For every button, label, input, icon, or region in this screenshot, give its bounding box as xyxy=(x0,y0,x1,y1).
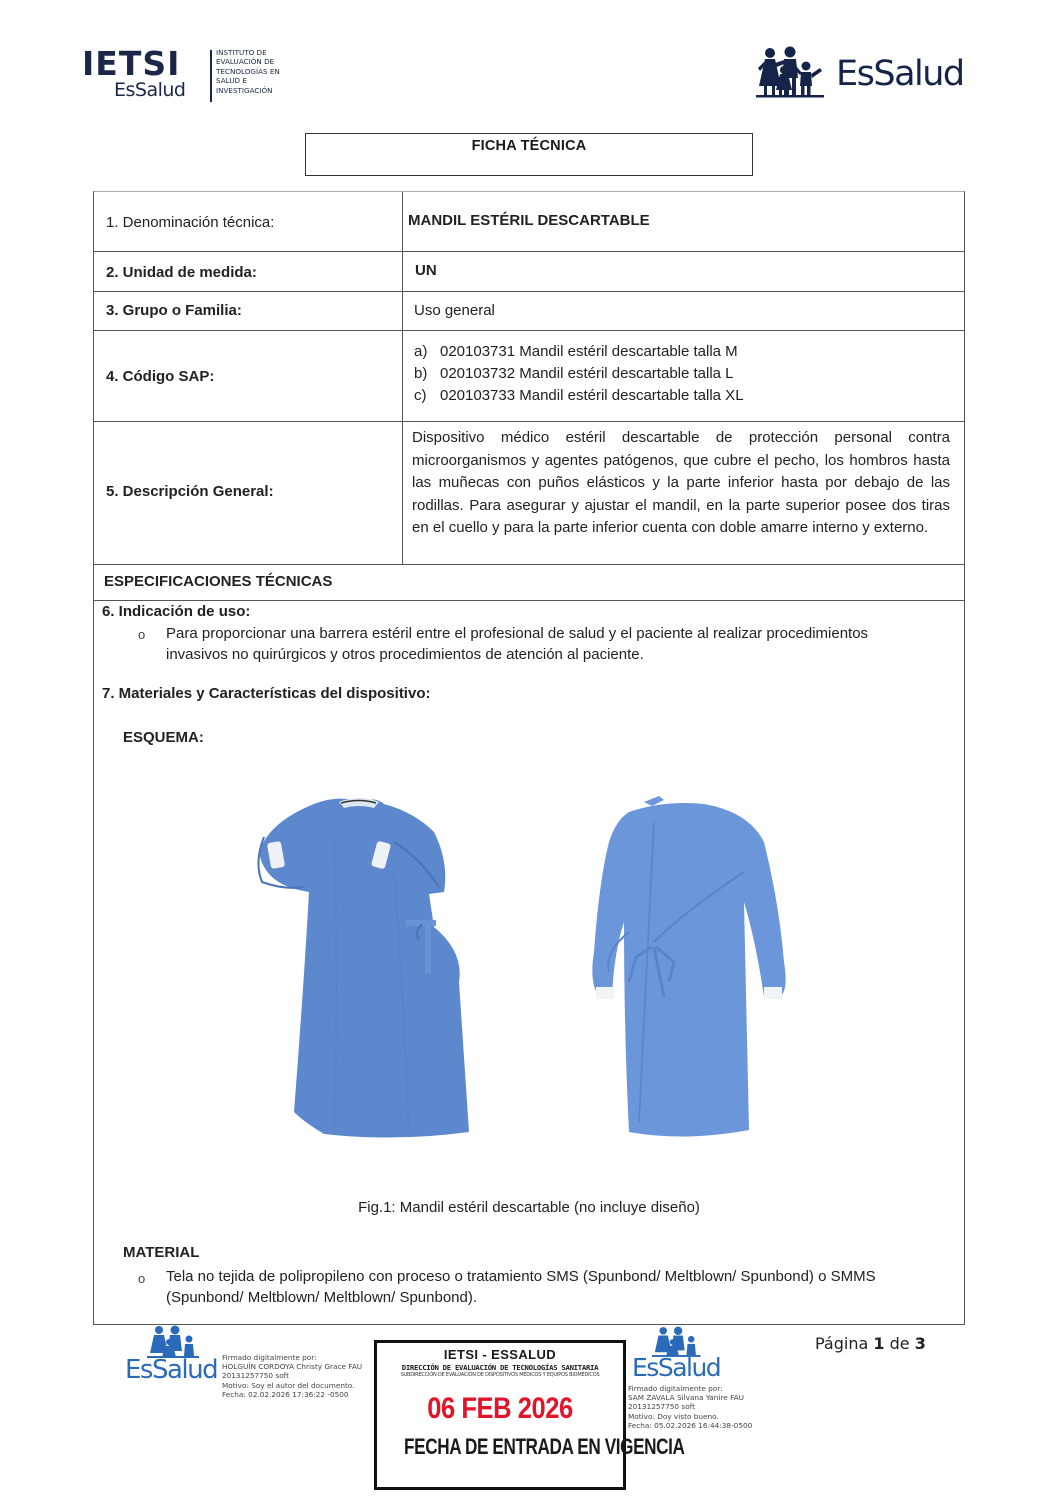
institute-line: EVALUACIÓN DE xyxy=(216,57,275,67)
sap-code-item xyxy=(414,363,744,385)
stamp-subdirection: SUBDIRECCIÓN DE EVALUACIÓN DE DISPOSITIVOS MÉDICOS Y EQUIPOS BIOMÉDICOS xyxy=(400,1372,600,1378)
indication-line: Para proporcionar una barrera estéril entre el profesional de salud y el paciente al realizar procedimientos xyxy=(166,625,869,642)
gown-front-image xyxy=(258,798,469,1138)
bullet-icon: o xyxy=(138,627,146,642)
gown-back-image xyxy=(592,796,785,1137)
ietsi-institute-name xyxy=(216,48,280,95)
sap-code-text: 020103732 Mandil estéril descartable talla L xyxy=(440,365,734,382)
row-value-cell xyxy=(404,252,964,291)
digital-signature-left xyxy=(222,1353,362,1399)
stamp-date: 06 FEB 2026 xyxy=(427,1392,573,1425)
specs-heading-row xyxy=(94,565,964,601)
footer-logo-text: EsSalud xyxy=(632,1353,721,1382)
table-row-unidad xyxy=(94,252,964,292)
essalud-logo-text: EsSalud xyxy=(836,54,964,94)
bullet-icon: o xyxy=(138,1271,146,1286)
signature-line: Firmado digitalmente por: xyxy=(222,1353,317,1362)
document-title: FICHA TÉCNICA xyxy=(471,138,587,154)
row-label: 1. Denominación técnica: xyxy=(106,214,275,231)
list-letter: a) xyxy=(414,343,428,360)
spec-table xyxy=(93,191,965,1325)
page-current: 1 xyxy=(873,1334,885,1353)
signature-line: 20131257750 soft xyxy=(222,1371,289,1381)
page-total: 3 xyxy=(914,1334,926,1353)
table-row-grupo xyxy=(94,292,964,331)
signature-line: 20131257750 soft xyxy=(628,1402,695,1412)
row-value: Uso general xyxy=(414,302,495,319)
family-figures-icon xyxy=(756,46,836,98)
signature-line: Fecha: 05.02.2026 16:44:38-0500 xyxy=(628,1420,753,1430)
list-letter: b) xyxy=(414,365,428,382)
institute-line: TECNOLOGÍAS EN xyxy=(216,66,280,76)
footer-logo-text: EsSalud xyxy=(125,1355,218,1385)
section-6-title: 6. Indicación de uso: xyxy=(102,603,251,620)
row-label-cell xyxy=(94,292,403,330)
sap-code-item xyxy=(414,385,744,407)
digital-signature-right xyxy=(628,1384,752,1430)
signature-line: Motivo: Soy el autor del documento. xyxy=(222,1380,355,1390)
esquema-label: ESQUEMA: xyxy=(123,729,204,746)
signature-line: SAM ZAVALA Silvana Yanire FAU xyxy=(628,1393,744,1403)
row-value: UN xyxy=(415,262,437,279)
row-label-cell xyxy=(94,331,403,421)
row-label-cell xyxy=(94,252,403,291)
list-letter: c) xyxy=(414,387,427,404)
row-label-cell xyxy=(94,192,403,251)
sap-code-text: 020103733 Mandil estéril descartable talla XL xyxy=(440,387,744,404)
sap-code-list xyxy=(414,341,744,407)
row-value-cell xyxy=(404,331,964,421)
row-label-cell xyxy=(94,422,403,564)
row-value-cell xyxy=(404,422,964,564)
signature-line: HOLGUÍN CORDOYA Christy Grace FAU xyxy=(222,1362,363,1372)
table-row-descripcion xyxy=(94,422,964,565)
institute-line: SALUD E xyxy=(216,76,247,86)
material-text xyxy=(166,1266,966,1308)
sap-code-item xyxy=(414,341,744,363)
figure-caption: Fig.1: Mandil estéril descartable (no incluye diseño) xyxy=(358,1199,700,1216)
footer-essalud-logo-left xyxy=(125,1325,220,1410)
ietsi-acronym: IETSI xyxy=(82,44,181,83)
signature-line: Motivo: Doy visto bueno. xyxy=(628,1411,719,1421)
signature-line: Firmado digitalmente por: xyxy=(628,1384,723,1393)
stamp-org: IETSI - ESSALUD xyxy=(443,1347,557,1362)
essalud-logo xyxy=(756,46,986,102)
general-description: Dispositivo médico estéril descartable de protección personal contra microorganismos y agentes patógenos, que cubre el pecho, los hombros hasta las muñecas con puños elásticos y la parte inferior hasta por debajo de las rodillas. Para asegurar y ajustar el mandil, en la parte superior posee dos tiras en el cuello y para la parte inferior cuenta con doble amarre interno y externo. xyxy=(412,429,950,536)
material-line: Tela no tejida de polipropileno con proceso o tratamiento SMS (Spunbond/ Meltblown/ Spunbond) o SMMS xyxy=(166,1268,876,1285)
material-heading: MATERIAL xyxy=(123,1244,200,1261)
gown-figure xyxy=(244,782,824,1157)
row-value-cell xyxy=(404,192,964,251)
row-value: MANDIL ESTÉRIL DESCARTABLE xyxy=(408,212,650,229)
footer-essalud-logo-right xyxy=(630,1325,730,1385)
indication-line: invasivos no quirúrgicos y otros procedimientos de atención al paciente. xyxy=(166,646,644,663)
ietsi-logo-divider xyxy=(210,50,212,102)
material-line: (Spunbond/ Meltblown/ Meltblown/ Spunbond). xyxy=(166,1289,478,1306)
sap-code-text: 020103731 Mandil estéril descartable talla M xyxy=(440,343,738,360)
row-label: 2. Unidad de medida: xyxy=(106,264,257,281)
section-7-title: 7. Materiales y Características del dispositivo: xyxy=(102,685,431,702)
institute-line: INSTITUTO DE xyxy=(216,48,267,57)
row-label: 4. Código SAP: xyxy=(106,368,215,385)
document-title-box xyxy=(305,133,753,176)
stamp-caption: FECHA DE ENTRADA EN VIGENCIA xyxy=(404,1434,685,1459)
row-label: 5. Descripción General: xyxy=(106,483,274,500)
ietsi-essalud-sub: EsSalud xyxy=(114,79,186,101)
page-prefix: Página xyxy=(815,1334,869,1353)
indication-text xyxy=(166,623,966,665)
page-number xyxy=(815,1334,926,1353)
signature-line: Fecha: 02.02.2026 17:36:22 -0500 xyxy=(222,1389,349,1399)
family-figures-icon xyxy=(147,1325,207,1359)
table-row-codigo-sap xyxy=(94,331,964,422)
institute-line: INVESTIGACIÓN xyxy=(216,85,273,95)
row-label: 3. Grupo o Familia: xyxy=(106,302,242,319)
row-value-cell xyxy=(404,292,964,330)
stamp-direction: DIRECCIÓN DE EVALUACIÓN DE TECNOLOGÍAS SANITARIA xyxy=(401,1363,599,1372)
ietsi-logo xyxy=(82,46,302,106)
page-of: de xyxy=(889,1334,910,1353)
specs-heading: ESPECIFICACIONES TÉCNICAS xyxy=(104,573,333,590)
table-row-denominacion xyxy=(94,192,964,252)
